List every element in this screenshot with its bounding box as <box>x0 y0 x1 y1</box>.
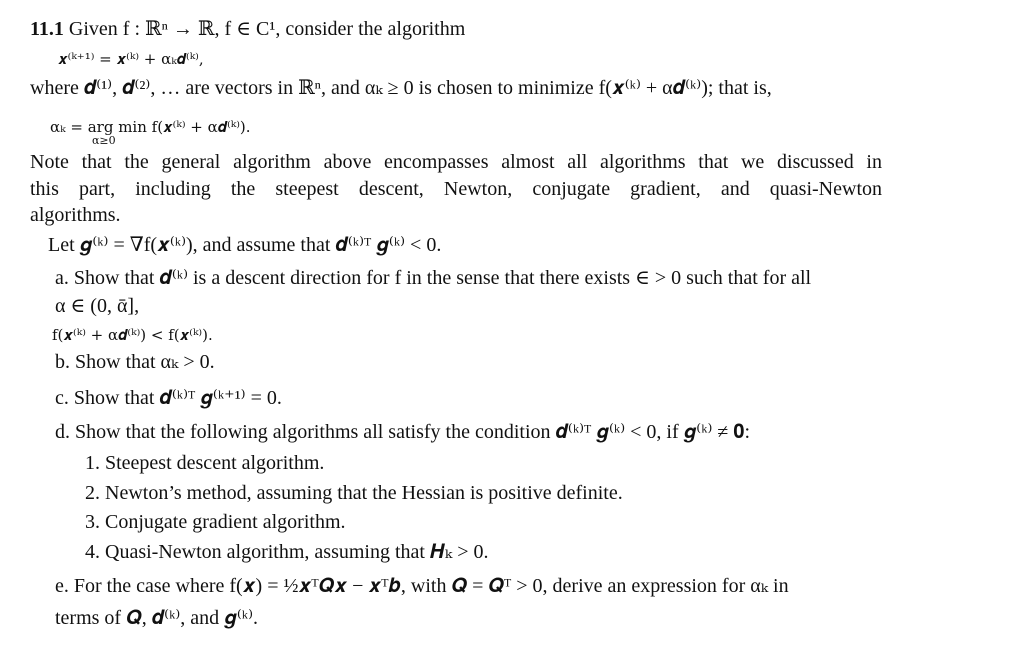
problem-number: 11.1 <box>30 18 64 40</box>
part-a-line-2: α ∈ (0, ᾱ], <box>55 295 140 317</box>
part-e-line-1: e. For the case where f(𝒙) = ½𝒙ᵀ𝑸𝒙 − 𝒙ᵀ𝒃, with 𝑸 = 𝑸ᵀ > 0, derive an expression for αₖ in <box>55 575 789 597</box>
part-a-line-1: a. Show that 𝒅⁽ᵏ⁾ is a descent direction for f in the sense that there exists ∈ > 0 such that for all <box>55 267 812 289</box>
note-line-2: this part, including the steepest descent, Newton, conjugate gradient, and quasi-Newton <box>30 178 882 200</box>
part-a-line-3: f(𝒙⁽ᵏ⁾ + α𝒅⁽ᵏ⁾) < f(𝒙⁽ᵏ⁾). <box>52 326 213 344</box>
note-line-1: Note that the general algorithm above encompasses almost all algorithms that we discussed in <box>30 151 882 173</box>
part-d-item-4: 4. Quasi-Newton algorithm, assuming that 𝑯ₖ > 0. <box>85 541 489 563</box>
part-d-line: d. Show that the following algorithms all satisfy the condition 𝒅⁽ᵏ⁾ᵀ 𝒈⁽ᵏ⁾ < 0, if 𝒈⁽ᵏ⁾ ≠ 𝟎: <box>55 421 751 443</box>
part-d-item-1: 1. Steepest descent algorithm. <box>85 452 325 474</box>
part-e-line-2: terms of 𝑸, 𝒅⁽ᵏ⁾, and 𝒈⁽ᵏ⁾. <box>55 607 258 629</box>
update-rule: 𝒙⁽ᵏ⁺¹⁾ = 𝒙⁽ᵏ⁾ + αₖ𝒅⁽ᵏ⁾, <box>58 50 204 68</box>
part-d-item-2: 2. Newton’s method, assuming that the Hessian is positive definite. <box>85 482 623 504</box>
part-d-item-3: 3. Conjugate gradient algorithm. <box>85 511 346 533</box>
part-b-line: b. Show that αₖ > 0. <box>55 351 215 373</box>
part-c-line: c. Show that 𝒅⁽ᵏ⁾ᵀ 𝒈⁽ᵏ⁺¹⁾ = 0. <box>55 387 282 409</box>
argmin-subscript: α≥0 <box>92 134 116 147</box>
problem-header <box>30 17 465 41</box>
let-line: Let 𝒈⁽ᵏ⁾ = ∇f(𝒙⁽ᵏ⁾), and assume that 𝒅⁽ᵏ⁾ᵀ 𝒈⁽ᵏ⁾ < 0. <box>48 234 442 256</box>
argmin-line: αₖ = arg min f(𝒙⁽ᵏ⁾ + α𝒅⁽ᵏ⁾). <box>50 118 251 136</box>
where-line: where 𝒅⁽¹⁾, 𝒅⁽²⁾, … are vectors in ℝⁿ, and αₖ ≥ 0 is chosen to minimize f(𝒙⁽ᵏ⁾ + α𝒅⁽ᵏ⁾); that is, <box>30 77 772 99</box>
note-line-3: algorithms. <box>30 204 121 226</box>
problem-intro: Given f : ℝⁿ → ℝ, f ∈ C¹, consider the algorithm <box>68 18 466 40</box>
